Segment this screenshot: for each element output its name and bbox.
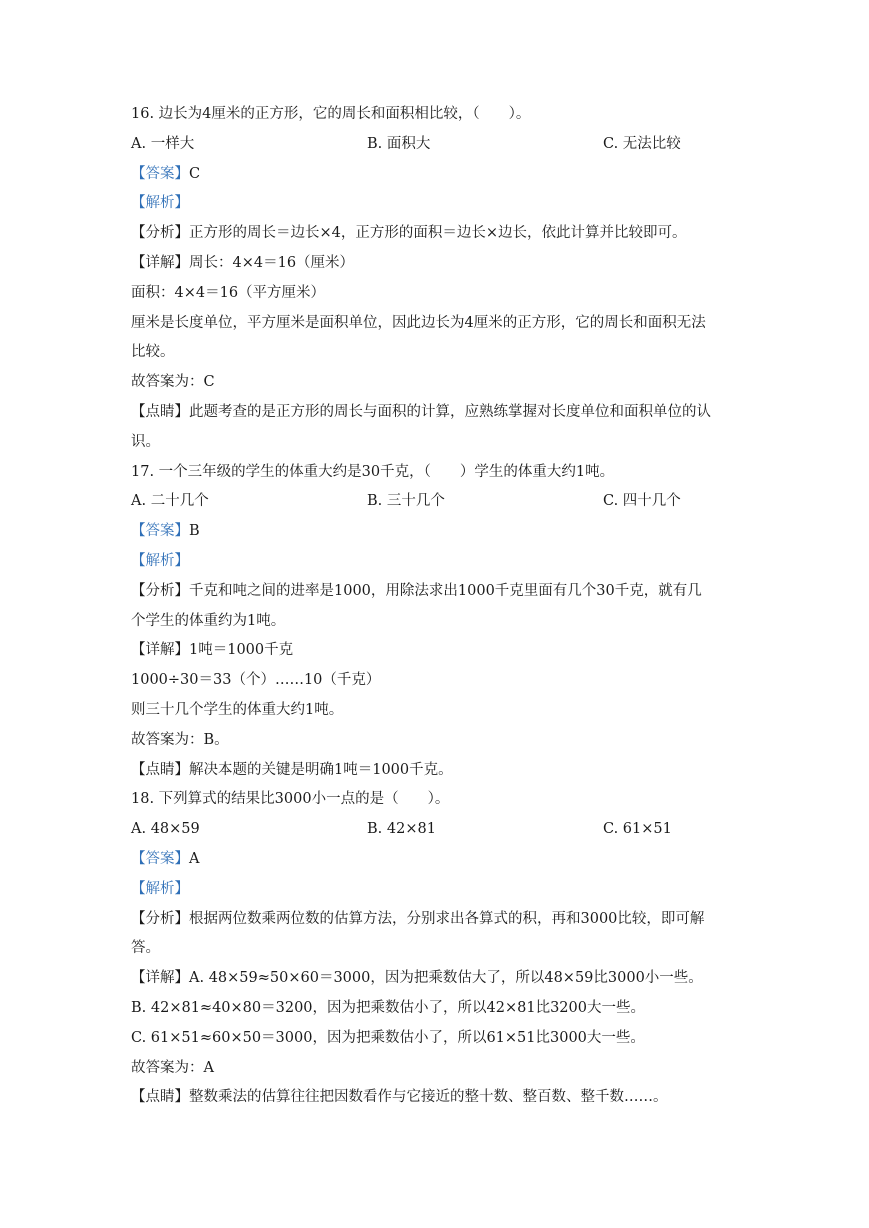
detail-line	[131, 994, 751, 1024]
detail-text: A. 48×59≈50×60＝3000，因为把乘数估大了，所以48×59比3000小一些。	[189, 970, 703, 987]
option-a: A. 48×59	[131, 821, 200, 838]
detail-line	[131, 309, 751, 339]
detail-line	[131, 1024, 751, 1054]
jiexi-tag: 【解析】	[131, 552, 189, 569]
question-stem: 17. 一个三年级的学生的体重大约是30千克，（ ）学生的体重大约1吨。	[131, 463, 615, 480]
detail-line	[131, 696, 751, 726]
option-a: A. 一样大	[131, 135, 195, 152]
detail-line	[131, 279, 751, 309]
comment-tag: 【点睛】	[131, 1089, 189, 1106]
detail-tag: 【详解】	[131, 970, 189, 987]
answer-tag: 【答案】	[131, 523, 189, 540]
detail-text: 面积：4×4＝16（平方厘米）	[131, 284, 326, 301]
comment-tag: 【点睛】	[131, 761, 189, 778]
options-row	[131, 130, 751, 160]
analysis-text: 根据两位数乘两位数的估算方法，分别求出各算式的积，再和3000比较，即可解	[189, 910, 705, 927]
detail-line	[131, 964, 751, 994]
detail-text: 则三十几个学生的体重大约1吨。	[131, 701, 344, 718]
option-c: C. 无法比较	[603, 135, 681, 152]
analysis-line	[131, 607, 751, 637]
analysis-heading	[131, 547, 751, 577]
analysis-tag: 【分析】	[131, 910, 189, 927]
options-row	[131, 815, 751, 845]
detail-text: C. 61×51≈60×50＝3000，因为把乘数估小了，所以61×51比3000大一些。	[131, 1029, 645, 1046]
jiexi-tag: 【解析】	[131, 195, 189, 212]
detail-text: 比较。	[131, 344, 175, 361]
comment-line	[131, 756, 751, 786]
detail-text: 1吨＝1000千克	[189, 642, 294, 659]
analysis-heading	[131, 189, 751, 219]
question-block	[131, 100, 751, 458]
question-list	[131, 100, 751, 1113]
analysis-text: 答。	[131, 940, 160, 957]
answer-value: B	[189, 523, 200, 540]
comment-tag: 【点睛】	[131, 403, 189, 420]
analysis-tag: 【分析】	[131, 582, 189, 599]
detail-line	[131, 726, 751, 756]
detail-tag: 【详解】	[131, 254, 189, 271]
comment-text: 此题考查的是正方形的周长与面积的计算，应熟练掌握对长度单位和面积单位的认	[189, 403, 711, 420]
comment-line	[131, 428, 751, 458]
option-c: C. 61×51	[603, 821, 672, 838]
detail-line	[131, 338, 751, 368]
detail-line	[131, 368, 751, 398]
detail-text: 周长：4×4＝16（厘米）	[189, 254, 355, 271]
detail-text: 故答案为：B。	[131, 731, 229, 748]
answer-value: C	[189, 165, 201, 182]
answer-tag: 【答案】	[131, 850, 189, 867]
answer-line	[131, 160, 751, 190]
analysis-line	[131, 577, 751, 607]
analysis-text: 正方形的周长＝边长×4，正方形的面积＝边长×边长，依此计算并比较即可。	[189, 225, 687, 242]
question-block	[131, 458, 751, 786]
detail-text: 故答案为：A	[131, 1059, 214, 1076]
detail-line	[131, 636, 751, 666]
detail-text: B. 42×81≈40×80＝3200，因为把乘数估小了，所以42×81比3200大一些。	[131, 999, 645, 1016]
option-c: C. 四十几个	[603, 493, 681, 510]
analysis-line	[131, 905, 751, 935]
question-block	[131, 785, 751, 1113]
analysis-text: 千克和吨之间的进率是1000，用除法求出1000千克里面有几个30千克，就有几	[189, 582, 702, 599]
analysis-line	[131, 934, 751, 964]
answer-tag: 【答案】	[131, 165, 189, 182]
analysis-line	[131, 219, 751, 249]
detail-text: 1000÷30＝33（个）……10（千克）	[131, 672, 381, 689]
options-row	[131, 487, 751, 517]
comment-text: 整数乘法的估算往往把因数看作与它接近的整十数、整百数、整千数……。	[189, 1089, 668, 1106]
analysis-tag: 【分析】	[131, 225, 189, 242]
detail-line	[131, 666, 751, 696]
analysis-text: 个学生的体重约为1吨。	[131, 612, 286, 629]
answer-value: A	[189, 850, 200, 867]
question-stem: 16. 边长为4厘米的正方形，它的周长和面积相比较，（ ）。	[131, 106, 531, 122]
option-a: A. 二十几个	[131, 493, 209, 510]
detail-line	[131, 1054, 751, 1084]
detail-text: 厘米是长度单位，平方厘米是面积单位，因此边长为4厘米的正方形，它的周长和面积无法	[131, 314, 706, 331]
option-b: B. 42×81	[367, 821, 436, 838]
answer-line	[131, 517, 751, 547]
analysis-heading	[131, 875, 751, 905]
jiexi-tag: 【解析】	[131, 880, 189, 897]
option-b: B. 面积大	[367, 135, 431, 152]
comment-text: 解决本题的关键是明确1吨＝1000千克。	[189, 761, 453, 778]
comment-text: 识。	[131, 433, 160, 450]
detail-text: 故答案为：C	[131, 374, 215, 391]
question-stem: 18. 下列算式的结果比3000小一点的是（ ）。	[131, 791, 450, 808]
comment-line	[131, 398, 751, 428]
detail-line	[131, 249, 751, 279]
detail-tag: 【详解】	[131, 642, 189, 659]
answer-line	[131, 845, 751, 875]
option-b: B. 三十几个	[367, 493, 445, 510]
comment-line	[131, 1083, 751, 1113]
